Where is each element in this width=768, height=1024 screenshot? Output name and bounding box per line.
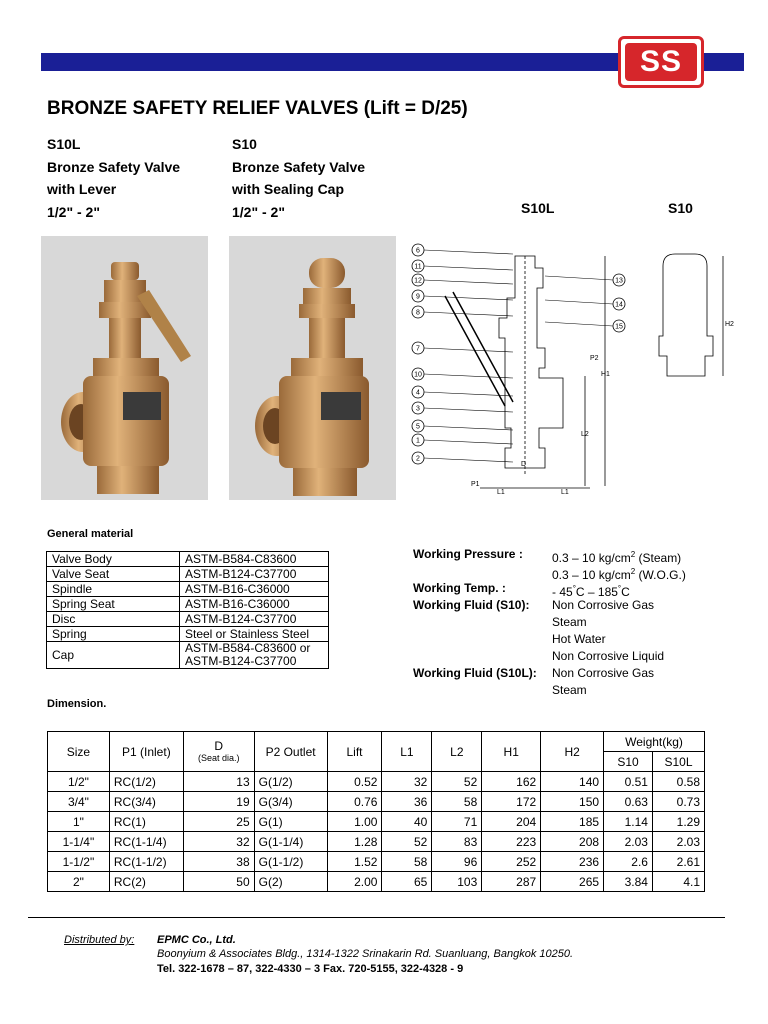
drawing-label-s10: S10 (668, 200, 693, 216)
product-code: S10L (47, 136, 81, 152)
cell-l2: 58 (432, 792, 482, 812)
svg-text:4: 4 (416, 389, 420, 397)
cell-l1: 58 (382, 852, 432, 872)
part-callout (412, 306, 513, 318)
part-callout (412, 244, 513, 256)
svg-text:5: 5 (416, 423, 420, 431)
material-spec: ASTM-B16-C36000 (180, 582, 329, 597)
cell-h1: 172 (482, 792, 541, 812)
dim-label-p2: P2 (590, 355, 599, 362)
cell-h2: 185 (541, 812, 604, 832)
cell-lift: 0.76 (327, 792, 382, 812)
material-part: Spring Seat (47, 597, 180, 612)
cell-h2: 265 (541, 872, 604, 892)
part-callout (412, 402, 513, 414)
material-part: Spindle (47, 582, 180, 597)
cell-seat-dia: 50 (183, 872, 254, 892)
product-s10l-heading (47, 133, 180, 223)
svg-text:11: 11 (414, 263, 422, 271)
working-pressure-label: Working Pressure : (413, 547, 523, 561)
cell-weight-s10l: 0.58 (652, 772, 704, 792)
cell-l2: 96 (432, 852, 482, 872)
cell-weight-s10: 2.03 (604, 832, 653, 852)
material-part: Spring (47, 627, 180, 642)
technical-drawing (405, 236, 745, 498)
distributed-by-label: Distributed by: (64, 934, 135, 946)
material-spec: ASTM-B124-C37700 (180, 612, 329, 627)
table-row (48, 872, 705, 892)
cell-p1-inlet: RC(2) (109, 872, 183, 892)
cell-lift: 1.28 (327, 832, 382, 852)
cell-p2-outlet: G(1-1/2) (254, 852, 327, 872)
material-spec: ASTM-B584-C83600 (180, 552, 329, 567)
part-callout (412, 452, 513, 464)
cell-h1: 223 (482, 832, 541, 852)
cell-weight-s10: 0.51 (604, 772, 653, 792)
distributor-address: Boonyium & Associates Bldg., 1314-1322 Srinakarin Rd. Suanluang, Bangkok 10250. (157, 948, 574, 960)
cell-h2: 236 (541, 852, 604, 872)
material-part: Valve Seat (47, 567, 180, 582)
part-callout (545, 320, 625, 332)
cell-weight-s10l: 4.1 (652, 872, 704, 892)
dim-label-h1: H1 (601, 371, 610, 378)
part-callout (412, 420, 513, 432)
footer-divider (28, 917, 725, 918)
table-row (48, 852, 705, 872)
product-s10-heading (232, 133, 365, 223)
cell-size: 1/2" (48, 772, 110, 792)
svg-text:7: 7 (416, 345, 420, 353)
col-header-weight-s10: S10 (604, 752, 653, 772)
material-row (47, 552, 329, 567)
cell-lift: 1.52 (327, 852, 382, 872)
cell-weight-s10l: 2.61 (652, 852, 704, 872)
col-header-size: Size (48, 732, 110, 772)
working-fluid-s10-label: Working Fluid (S10): (413, 598, 530, 612)
company-logo (618, 36, 704, 88)
product-size: 1/2" - 2" (232, 203, 285, 220)
product-name: Bronze Safety Valve (47, 158, 181, 175)
material-spec: ASTM-B584-C83600 or ASTM-B124-C37700 (180, 642, 329, 669)
part-callout (412, 434, 513, 446)
cell-lift: 2.00 (327, 872, 382, 892)
product-name: Bronze Safety Valve (232, 158, 366, 175)
part-callout (545, 274, 625, 286)
svg-text:12: 12 (414, 277, 422, 285)
col-header-l1: L1 (382, 732, 432, 772)
cell-seat-dia: 25 (183, 812, 254, 832)
table-row (48, 792, 705, 812)
cell-p2-outlet: G(1) (254, 812, 327, 832)
cell-h1: 162 (482, 772, 541, 792)
material-spec: ASTM-B124-C37700 (180, 567, 329, 582)
part-callout (412, 290, 513, 302)
cell-l2: 52 (432, 772, 482, 792)
col-header-d: D (Seat dia.) (183, 732, 254, 772)
table-row (48, 832, 705, 852)
working-fluid-s10-item: Steam (552, 615, 587, 629)
dim-label-l2: L2 (581, 431, 589, 438)
working-temp-value: - 45°C – 185°C (552, 584, 630, 599)
dimension-table (47, 731, 705, 892)
general-material-label: General material (47, 528, 134, 540)
material-part: Cap (47, 642, 180, 669)
dim-label-p1: P1 (471, 481, 480, 488)
table-row (48, 812, 705, 832)
working-fluid-s10l-item: Non Corrosive Gas (552, 666, 655, 680)
cell-l2: 103 (432, 872, 482, 892)
working-temp-label: Working Temp. : (413, 581, 506, 595)
svg-text:13: 13 (615, 277, 623, 285)
cell-weight-s10: 0.63 (604, 792, 653, 812)
cell-weight-s10l: 2.03 (652, 832, 704, 852)
cell-seat-dia: 32 (183, 832, 254, 852)
working-conditions (413, 546, 743, 706)
drawing-label-s10l: S10L (521, 200, 555, 216)
working-fluid-s10l-item: Steam (552, 683, 587, 697)
cell-h1: 287 (482, 872, 541, 892)
cell-size: 3/4" (48, 792, 110, 812)
cell-p2-outlet: G(1/2) (254, 772, 327, 792)
working-pressure-wog: 0.3 – 10 $kg/cm^2$ (W.O.G.) (552, 567, 686, 582)
cell-weight-s10l: 0.73 (652, 792, 704, 812)
svg-text:15: 15 (615, 323, 623, 331)
col-header-weight: Weight(kg) (604, 732, 705, 752)
cell-seat-dia: 38 (183, 852, 254, 872)
cell-size: 1-1/4" (48, 832, 110, 852)
cell-l1: 65 (382, 872, 432, 892)
col-header-lift: Lift (327, 732, 382, 772)
material-row (47, 642, 329, 669)
cell-weight-s10l: 1.29 (652, 812, 704, 832)
cell-p1-inlet: RC(1-1/4) (109, 832, 183, 852)
working-fluid-s10-item: Non Corrosive Liquid (552, 649, 665, 663)
working-fluid-s10-item: Non Corrosive Gas (552, 598, 655, 612)
product-variant: with Sealing Cap (232, 181, 345, 197)
table-row (48, 772, 705, 792)
cell-l1: 36 (382, 792, 432, 812)
product-code: S10 (232, 136, 257, 152)
cell-seat-dia: 19 (183, 792, 254, 812)
svg-text:6: 6 (416, 247, 420, 255)
part-callout (412, 260, 513, 272)
cell-h2: 150 (541, 792, 604, 812)
cell-weight-s10: 2.6 (604, 852, 653, 872)
cell-l1: 52 (382, 832, 432, 852)
working-fluid-s10l-label: Working Fluid (S10L): (413, 666, 537, 680)
cell-p1-inlet: RC(1-1/2) (109, 852, 183, 872)
material-spec: ASTM-B16-C36000 (180, 597, 329, 612)
svg-text:1: 1 (416, 437, 420, 445)
dimension-label: Dimension. (47, 698, 107, 710)
photo-s10-valve (229, 236, 396, 500)
svg-text:2: 2 (416, 455, 420, 463)
distributor-contact: Tel. 322-1678 – 87, 322-4330 – 3 Fax. 720-5155, 322-4328 - 9 (157, 963, 464, 975)
cell-p1-inlet: RC(1/2) (109, 772, 183, 792)
product-variant: with Lever (47, 181, 117, 197)
cell-p1-inlet: RC(1) (109, 812, 183, 832)
cell-weight-s10: 3.84 (604, 872, 653, 892)
dim-label-h2: H2 (725, 321, 734, 328)
dim-label-d: D (521, 461, 527, 468)
cell-weight-s10: 1.14 (604, 812, 653, 832)
cell-seat-dia: 13 (183, 772, 254, 792)
material-row (47, 612, 329, 627)
material-part: Disc (47, 612, 180, 627)
cell-l2: 83 (432, 832, 482, 852)
cell-h2: 208 (541, 832, 604, 852)
cell-h1: 252 (482, 852, 541, 872)
cell-p1-inlet: RC(3/4) (109, 792, 183, 812)
cell-h1: 204 (482, 812, 541, 832)
material-spec: Steel or Stainless Steel (180, 627, 329, 642)
cell-l2: 71 (432, 812, 482, 832)
part-callout (545, 298, 625, 310)
cell-l1: 32 (382, 772, 432, 792)
cell-h2: 140 (541, 772, 604, 792)
cell-p2-outlet: G(2) (254, 872, 327, 892)
svg-text:8: 8 (416, 309, 420, 317)
cell-size: 1" (48, 812, 110, 832)
material-row (47, 567, 329, 582)
product-size: 1/2" - 2" (47, 203, 100, 220)
col-header-h1: H1 (482, 732, 541, 772)
svg-text:14: 14 (615, 301, 623, 309)
cell-lift: 0.52 (327, 772, 382, 792)
cell-l1: 40 (382, 812, 432, 832)
col-header-p1: P1 (Inlet) (109, 732, 183, 772)
material-row (47, 582, 329, 597)
svg-text:3: 3 (416, 405, 420, 413)
material-row (47, 627, 329, 642)
working-fluid-s10-item: Hot Water (552, 632, 606, 646)
materials-table (46, 551, 329, 669)
svg-text:9: 9 (416, 293, 420, 301)
cell-size: 2" (48, 872, 110, 892)
col-header-h2: H2 (541, 732, 604, 772)
part-callout (412, 274, 513, 286)
logo-text: SS (625, 43, 697, 81)
col-header-l2: L2 (432, 732, 482, 772)
cell-size: 1-1/2" (48, 852, 110, 872)
distributor-company: EPMC Co., Ltd. (157, 934, 236, 946)
photo-s10l-valve (41, 236, 208, 500)
dim-label-l1-b: L1 (561, 489, 569, 496)
col-header-p2: P2 Outlet (254, 732, 327, 772)
working-pressure-steam: 0.3 – 10 $kg/cm^2$ (Steam) (552, 550, 682, 565)
material-row (47, 597, 329, 612)
svg-text:10: 10 (414, 371, 422, 379)
page-title: BRONZE SAFETY RELIEF VALVES (Lift = D/25) (47, 98, 468, 119)
dim-label-l1: L1 (497, 489, 505, 496)
part-callout (412, 342, 513, 354)
material-part: Valve Body (47, 552, 180, 567)
cell-lift: 1.00 (327, 812, 382, 832)
col-header-weight-s10l: S10L (652, 752, 704, 772)
cell-p2-outlet: G(3/4) (254, 792, 327, 812)
cell-p2-outlet: G(1-1/4) (254, 832, 327, 852)
